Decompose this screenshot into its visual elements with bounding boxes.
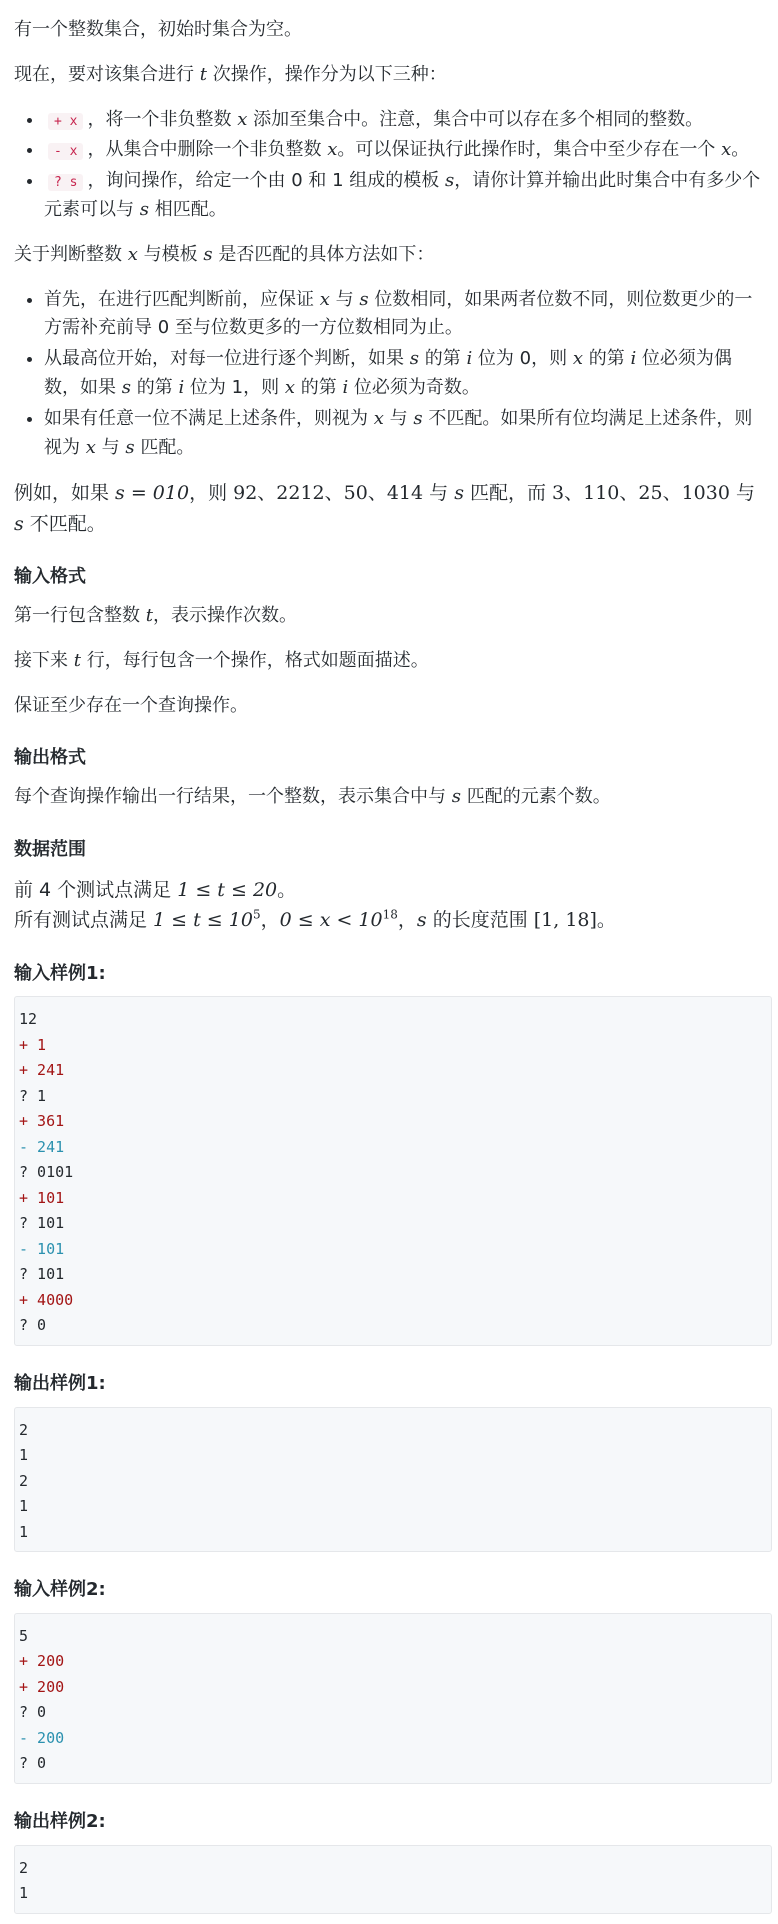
input-format-p3 — [14, 692, 766, 721]
text: 匹配的元素个数。 — [460, 786, 611, 808]
code-line: ? 101 — [19, 1265, 65, 1284]
math-var: s — [203, 243, 213, 265]
sample-input-2-heading: 输入样例2: — [14, 1579, 106, 1601]
data-range-p — [14, 875, 766, 936]
code-line: 12 — [19, 1010, 38, 1029]
code-line: + 200 — [19, 1652, 65, 1671]
code-line: 2 — [19, 1471, 29, 1490]
text: 如果有任意一位不满足上述条件，则视为 — [44, 407, 374, 429]
code-line: + 361 — [19, 1112, 65, 1131]
text: ，从集合中删除一个非负整数 — [87, 139, 328, 161]
math-var: x — [237, 108, 248, 130]
math-var: t — [73, 649, 81, 671]
text: 。可以保证执行此操作时，集合中至少存在一个 — [337, 139, 722, 161]
text: 添加至集合中。注意，集合中可以存在多个相同的整数。 — [247, 108, 704, 130]
code-line: ? 0 — [19, 1703, 47, 1722]
text: 与 — [329, 288, 360, 310]
intro-text: 现在，要对该集合进行 — [14, 63, 200, 85]
code-line: 1 — [19, 1446, 29, 1465]
math-var: x — [319, 288, 330, 310]
sample-output-2-heading: 输出样例2: — [14, 1810, 106, 1832]
text: 每个查询操作输出一行结果，一个整数，表示集合中与 — [14, 786, 452, 808]
operation-list — [14, 106, 766, 225]
intro-line-1 — [14, 16, 766, 45]
math-var: s — [409, 348, 419, 370]
text: 与 — [383, 407, 414, 429]
text: ，则 — [189, 482, 234, 505]
output-format-heading: 输出格式 — [14, 747, 86, 769]
text: 行，每行包含一个操作，格式如题面描述。 — [80, 649, 429, 671]
text: 的第 — [294, 376, 343, 398]
math-var: x — [127, 243, 138, 265]
code-line: - 200 — [19, 1728, 65, 1747]
code-line: + 1 — [19, 1035, 47, 1054]
list-item — [44, 136, 766, 165]
text: 的第 — [130, 376, 179, 398]
math-var: s — [139, 198, 149, 220]
op-code: + x — [48, 113, 83, 130]
example-paragraph — [14, 478, 766, 539]
code-line: 2 — [19, 1420, 29, 1439]
code-line: 1 — [19, 1497, 29, 1516]
math-var: i — [342, 376, 349, 398]
text: 的第 — [418, 348, 467, 370]
input-format-p2 — [14, 647, 766, 676]
list-item — [44, 405, 766, 463]
code-line: + 101 — [19, 1188, 65, 1207]
text: 接下来 — [14, 649, 74, 671]
text: 位为 1，则 — [184, 376, 285, 398]
code-line: - 101 — [19, 1239, 65, 1258]
math-var: x — [721, 139, 732, 161]
text: 与模板 — [137, 243, 204, 265]
math-expr: s = 010 — [115, 482, 190, 505]
text: 。 — [731, 139, 750, 161]
math-numbers: 3、110、25、1030 — [552, 482, 730, 505]
math-var: s — [359, 288, 369, 310]
math-var: x — [284, 376, 295, 398]
input-format-p1 — [14, 602, 766, 631]
list-item — [44, 106, 766, 135]
math-var: x — [572, 348, 583, 370]
math-var: s — [416, 909, 427, 932]
math-var: i — [178, 376, 185, 398]
sample-output-1-block — [14, 1407, 772, 1553]
text: 相匹配。 — [148, 198, 227, 220]
list-item — [44, 345, 766, 403]
text: 不匹配。 — [23, 512, 106, 535]
code-line: ? 1 — [19, 1086, 47, 1105]
text: 位数相同，如果两者位数不同，则位数更少的一方需补充前导 0 至与位数更多的一方位数相同为止。 — [44, 288, 753, 339]
intro-text: 次操作，操作分为以下三种： — [206, 63, 447, 85]
text: 匹配。 — [134, 436, 195, 458]
text: ， — [260, 909, 280, 932]
op-code: ? s — [48, 174, 83, 191]
text: 所有测试点满足 — [14, 909, 154, 932]
output-format-p — [14, 783, 766, 812]
math-var: s — [454, 482, 464, 505]
math-var: x — [85, 436, 96, 458]
code-line: + 4000 — [19, 1290, 74, 1309]
math-expr: [1, 18] — [533, 909, 597, 932]
code-line: 2 — [19, 1858, 29, 1877]
text: 前 4 个测试点满足 — [14, 878, 178, 901]
math-var: t — [145, 604, 153, 626]
math-var: s — [413, 407, 423, 429]
text: 与 — [729, 482, 755, 505]
text: 匹配，而 — [463, 482, 553, 505]
code-line: + 200 — [19, 1677, 65, 1696]
text: 首先，在进行匹配判断前，应保证 — [44, 288, 320, 310]
code-line: 1 — [19, 1884, 29, 1903]
intro-text: 有一个整数集合，初始时集合为空。 — [14, 19, 302, 40]
sample-input-2-block — [14, 1613, 772, 1784]
math-var: i — [630, 348, 637, 370]
math-sup: 18 — [382, 907, 398, 922]
code-line: ? 0 — [19, 1316, 47, 1335]
text: 。 — [277, 878, 297, 901]
text: 与 — [95, 436, 126, 458]
sample-input-1-heading: 输入样例1: — [14, 962, 106, 984]
list-item — [44, 167, 766, 225]
math-var: s — [451, 786, 461, 808]
text: 的长度范围 — [426, 909, 534, 932]
sample-output-1-heading: 输出样例1: — [14, 1372, 106, 1394]
text: 的第 — [582, 348, 631, 370]
code-line: - 241 — [19, 1137, 65, 1156]
text: 不匹配。如果所有位均满足上述条件，则视为 — [44, 407, 753, 458]
text: 位必须为奇数。 — [348, 376, 480, 398]
text: ，询问操作，给定一个由 0 和 1 组成的模板 — [87, 170, 445, 192]
text: 。 — [596, 909, 616, 932]
math-var: s — [125, 436, 135, 458]
text: 保证至少存在一个查询操作。 — [14, 694, 248, 716]
code-line: ? 101 — [19, 1214, 65, 1233]
code-line: ? 0101 — [19, 1163, 74, 1182]
math-expr: 1 ≤ t ≤ 20 — [177, 878, 278, 901]
code-line: 1 — [19, 1522, 29, 1541]
text: ， — [397, 909, 417, 932]
math-expr: 0 ≤ x < 10 — [279, 909, 383, 932]
op-code: - x — [48, 143, 83, 160]
text: 第一行包含整数 — [14, 604, 146, 626]
sample-input-1-block — [14, 996, 772, 1346]
sample-output-2-block — [14, 1845, 772, 1914]
text: 是否匹配的具体方法如下： — [212, 243, 435, 265]
math-sup: 5 — [252, 907, 261, 922]
math-var: s — [445, 170, 455, 192]
text: 位为 0，则 — [472, 348, 573, 370]
data-range-heading: 数据范围 — [14, 838, 86, 860]
text: ，将一个非负整数 — [87, 108, 238, 130]
math-var: s — [121, 376, 131, 398]
math-numbers: 92、2212、50、414 — [233, 482, 424, 505]
list-item — [44, 286, 766, 344]
math-var: s — [14, 512, 24, 535]
text: 例如，如果 — [14, 482, 116, 505]
text: 位必须为偶数，如果 — [44, 348, 732, 398]
code-line: + 241 — [19, 1061, 65, 1080]
input-format-heading: 输入格式 — [14, 566, 86, 588]
code-line: ? 0 — [19, 1754, 47, 1773]
code-line: 5 — [19, 1626, 29, 1645]
text: 关于判断整数 — [14, 243, 128, 265]
math-var: x — [327, 139, 338, 161]
match-intro — [14, 241, 766, 270]
text: ，请你计算并输出此时集合中有多少个元素可以与 — [44, 170, 761, 220]
text: ，表示操作次数。 — [152, 604, 297, 626]
text: 与 — [423, 482, 455, 505]
rule-list — [14, 286, 766, 463]
intro-line-2 — [14, 61, 766, 90]
math-expr: 1 ≤ t ≤ 10 — [153, 909, 253, 932]
math-var: t — [199, 63, 207, 85]
math-var: x — [373, 407, 384, 429]
text: 从最高位开始，对每一位进行逐个判断，如果 — [44, 348, 410, 370]
math-var: i — [466, 348, 473, 370]
